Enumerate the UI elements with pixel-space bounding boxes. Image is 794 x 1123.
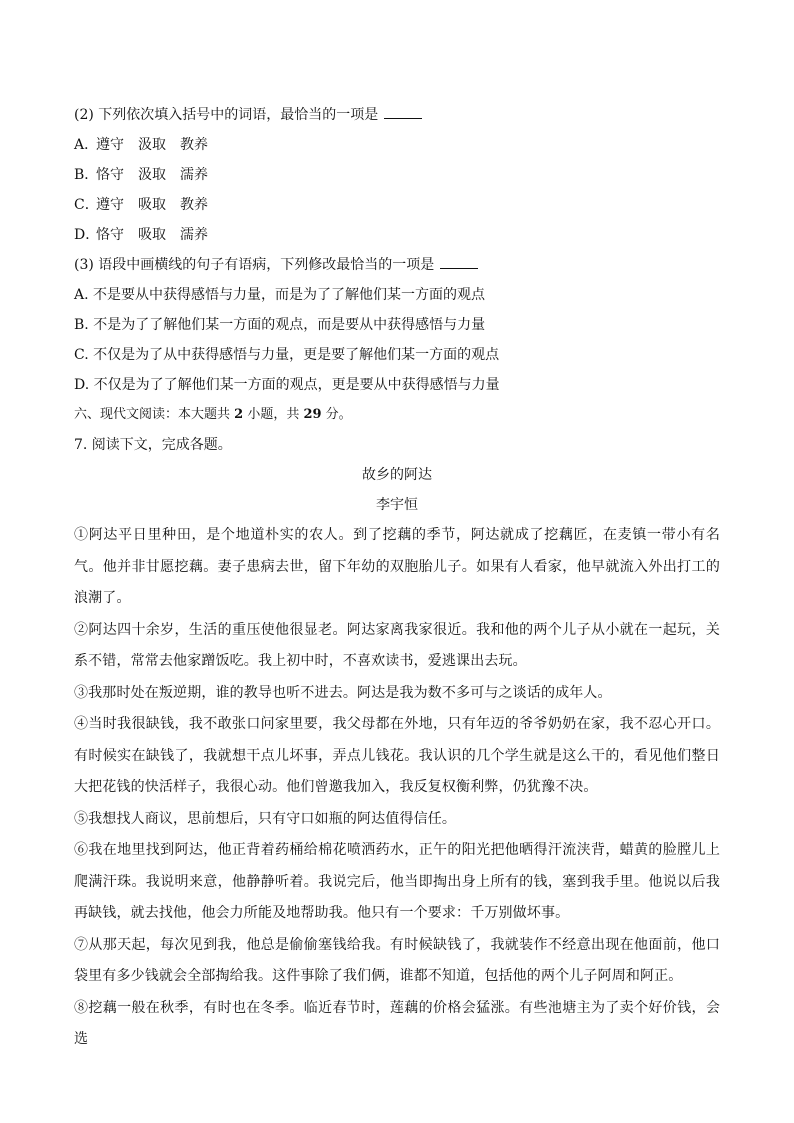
- q2-option-a[interactable]: A．遵守 汲取 教养: [74, 137, 208, 153]
- exam-page: [74, 100, 720, 1056]
- question-7-stem: 7. 阅读下文，完成各题。: [74, 437, 232, 453]
- section-heading: 六、现代文阅读：本大题共 2 小题，共 29 分。: [74, 407, 352, 422]
- article-paragraph-7: ⑦从那天起，每次见到我，他总是偷偷塞钱给我。有时候缺钱了，我就装作不经意出现在他面前，他口袋里有多少钱就会全部掏给我。这件事除了我们俩，谁都不知道，包括他的两个儿子阿周和阿正。: [74, 936, 720, 984]
- article-paragraph-5: ⑤我想找人商议，思前想后，只有守口如瓶的阿达值得信任。: [74, 810, 457, 827]
- article-paragraph-6: ⑥我在地里找到阿达，他正背着药桶给棉花喷洒药水，正午的阳光把他晒得汗流浃背，蜡黄的脸膛儿上爬满汗珠。我说明来意，他静静听着。我说完后，他当即掏出身上所有的钱，塞到我手里。他说以后我再缺钱，就去找他，他会力所能及地帮助我。他只有一个要求：千万别做坏事。: [74, 842, 720, 921]
- q3-option-a[interactable]: A. 不是要从中获得感悟与力量，而是为了了解他们某一方面的观点: [74, 287, 486, 303]
- article-paragraph-2: ②阿达四十余岁，生活的重压使他很显老。阿达家离我家很近。我和他的两个儿子从小就在一起玩，关系不错，常常去他家蹭饭吃。我上初中时，不喜欢读书，爱逃课出去玩。: [74, 621, 720, 669]
- article-paragraph-3: ③我那时处在叛逆期，谁的教导也听不进去。阿达是我为数不多可与之谈话的成年人。: [74, 684, 612, 701]
- question-2-stem: (2) 下列依次填入括号中的词语，最恰当的一项是: [74, 100, 720, 130]
- article-author: 李宇恒: [376, 497, 418, 513]
- question-3-stem: (3) 语段中画横线的句子有语病，下列修改最恰当的一项是: [74, 250, 720, 280]
- article-paragraph-8: ⑧挖藕一般在秋季，有时也在冬季。临近春节时，莲藕的价格会猛涨。有些池塘主为了卖个好价钱，会选: [74, 999, 720, 1047]
- q2-option-c[interactable]: C．遵守 吸取 教养: [74, 197, 208, 213]
- article-title: 故乡的阿达: [362, 467, 432, 483]
- q3-option-b[interactable]: B. 不是为了了解他们某一方面的观点，而是要从中获得感悟与力量: [74, 317, 486, 333]
- q3-option-c[interactable]: C. 不仅是为了从中获得感悟与力量，更是要了解他们某一方面的观点: [74, 347, 500, 363]
- q3-option-d[interactable]: D. 不仅是为了了解他们某一方面的观点，更是要从中获得感悟与力量: [74, 377, 500, 393]
- answer-blank[interactable]: [384, 104, 422, 119]
- article-paragraph-1: ①阿达平日里种田，是个地道朴实的农人。到了挖藕的季节，阿达就成了挖藕匠，在麦镇一带小有名气。他并非甘愿挖藕。妻子患病去世，留下年幼的双胞胎儿子。如果有人看家，他早就流入外出打工的浪潮了。: [74, 527, 720, 606]
- q2-option-d[interactable]: D．恪守 吸取 濡养: [74, 227, 208, 243]
- q2-option-b[interactable]: B．恪守 汲取 濡养: [74, 167, 208, 183]
- answer-blank[interactable]: [440, 254, 478, 269]
- article-paragraph-4: ④当时我很缺钱，我不敢张口问家里要，我父母都在外地，只有年迈的爷爷奶奶在家，我不忍心开口。有时候实在缺钱了，我就想干点儿坏事，弄点儿钱花。我认识的几个学生就是这么干的，看见他们整日大把花钱的快活样子，我很心动。他们曾邀我加入，我反复权衡利弊，仍犹豫不决。: [74, 716, 720, 795]
